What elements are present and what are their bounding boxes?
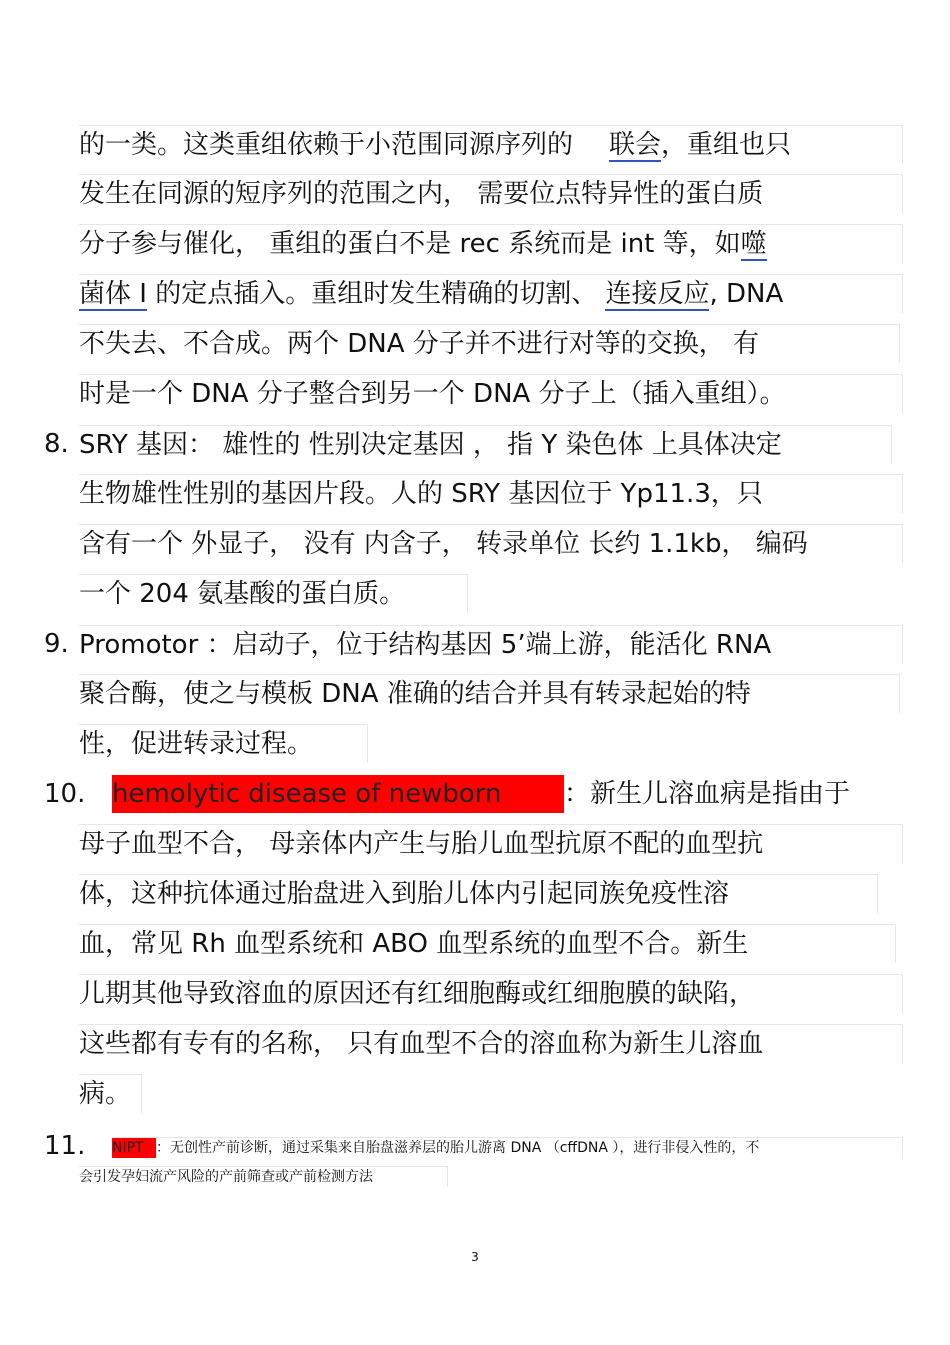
text-line bbox=[79, 224, 903, 263]
text-line bbox=[79, 125, 903, 164]
item-number: 10. bbox=[44, 779, 86, 809]
text-line: 性，促进转录过程。 bbox=[79, 724, 368, 763]
text-line: 母子血型不合， 母亲体内产生与胎儿血型抗原不配的血型抗 bbox=[79, 824, 903, 863]
text-span: ：无创性产前诊断，通过采集来自胎盘滋养层的胎儿游离 DNA （cffDNA ），进行非侵入性的，不 bbox=[156, 1140, 760, 1156]
text-line bbox=[112, 775, 902, 813]
text-span: 的定点插入。重组时发生精确的切割、 bbox=[146, 279, 606, 309]
text-line: 时是一个 DNA 分子整合到另一个 DNA 分子上（插入重组）。 bbox=[79, 374, 903, 413]
underlined-term: 连接反应 bbox=[605, 279, 710, 309]
text-line: Promotor ：启动子，位于结构基因 5’端上游，能活化 RNA bbox=[79, 625, 903, 664]
underlined-term: 菌体 I bbox=[79, 279, 147, 309]
text-span: 分子参与催化， 重组的蛋白不是 rec 系统而是 int 等，如 bbox=[79, 229, 741, 259]
text-line: 不失去、不合成。两个 DNA 分子并不进行对等的交换， 有 bbox=[79, 324, 900, 363]
highlighted-term: NIPT bbox=[112, 1138, 156, 1158]
text-span: ，重组也只 bbox=[661, 130, 792, 160]
text-line: 发生在同源的短序列的范围之内， 需要位点特异性的蛋白质 bbox=[79, 174, 903, 213]
text-line: 含有一个 外显子， 没有 内含子， 转录单位 长约 1.1kb， 编码 bbox=[79, 524, 903, 563]
text-span: 的一类。这类重组依赖于小范围同源序列的 bbox=[79, 130, 574, 160]
underlined-term: 噬 bbox=[740, 229, 767, 259]
item-number: 9. bbox=[44, 629, 69, 659]
text-line: 生物雄性性别的基因片段。人的 SRY 基因位于 Yp11.3，只 bbox=[79, 474, 903, 513]
text-line: 儿期其他导致溶血的原因还有红细胞酶或红细胞膜的缺陷， bbox=[79, 974, 903, 1013]
underlined-term: 联会 bbox=[609, 130, 662, 160]
text-span: , DNA bbox=[709, 279, 784, 309]
page-number: 3 bbox=[471, 1250, 479, 1264]
text-line: 聚合酶，使之与模板 DNA 准确的结合并具有转录起始的特 bbox=[79, 674, 900, 713]
text-line: SRY 基因： 雄性的 性别决定基因 ， 指 Y 染色体 上具体决定 bbox=[79, 425, 892, 464]
text-line: 会引发孕妇流产风险的产前筛查或产前检测方法 bbox=[79, 1166, 448, 1187]
text-line: 一个 204 氨基酸的蛋白质。 bbox=[79, 574, 468, 613]
highlighted-term: hemolytic disease of newborn bbox=[112, 775, 564, 813]
text-span: ：新生儿溶血病是指由于 bbox=[564, 779, 851, 809]
text-line: 病。 bbox=[79, 1074, 142, 1113]
text-line: 血，常见 Rh 血型系统和 ABO 血型系统的血型不合。新生 bbox=[79, 924, 896, 963]
text-line: 这些都有专有的名称， 只有血型不合的溶血称为新生儿溶血 bbox=[79, 1024, 903, 1063]
text-line: 体，这种抗体通过胎盘进入到胎儿体内引起同族免疫性溶 bbox=[79, 874, 878, 913]
text-line bbox=[79, 274, 903, 313]
text-line bbox=[112, 1137, 903, 1158]
item-number: 8. bbox=[44, 429, 69, 459]
item-number: 11. bbox=[44, 1131, 86, 1161]
